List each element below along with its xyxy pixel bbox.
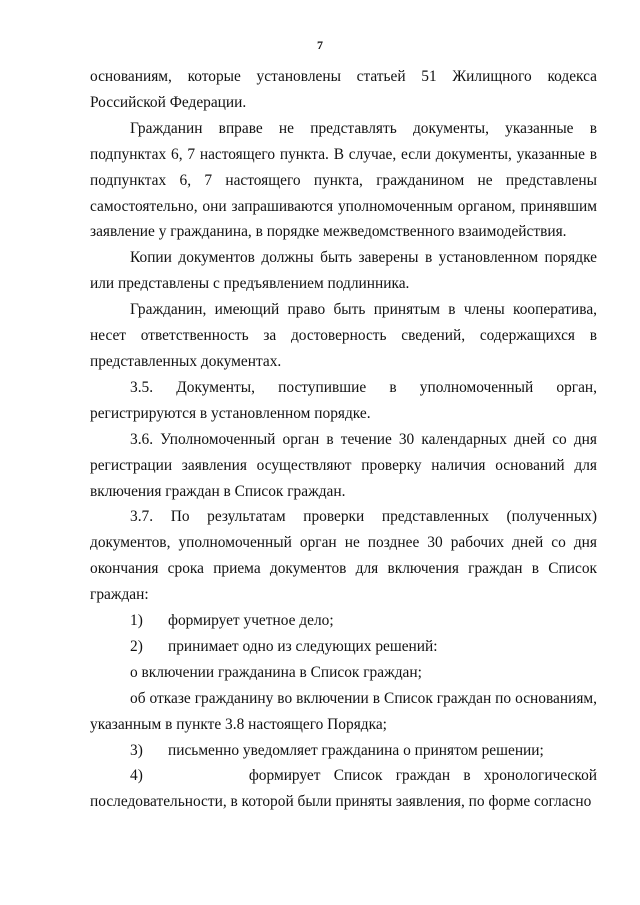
list-item-number: 1) <box>130 612 143 630</box>
list-item-number: 4) <box>130 767 143 785</box>
list-item-text: письменно уведомляет гражданина о принятом решении; <box>168 741 544 759</box>
list-item-text: формирует учетное дело; <box>168 612 334 630</box>
paragraph-3-5: 3.5. Документы, поступившие в уполномоченный орган, регистрируются в установленном порядке. <box>90 378 597 422</box>
list-item-4 <box>90 763 597 815</box>
paragraph-copies: Копии документов должны быть заверены в установленном порядке или представлены с предъявлением подлинника. <box>90 249 597 293</box>
list-item-3 <box>90 738 597 764</box>
paragraph-3-7: 3.7. По результатам проверки представленных (полученных) документов, уполномоченный орган не позднее 30 рабочих дней со дня окончания срока приема документов для включения граждан в Список граждан: <box>90 508 597 604</box>
page-number: 7 <box>317 38 323 52</box>
paragraph-documents-optional: Гражданин вправе не представлять документы, указанные в подпунктах 6, 7 настоящего пункта. В случае, если документы, указанные в подпунктах 6, 7 настоящего пункта, гражданином не представлены самостоятельно, они запрашиваются уполномоченным органом, принявшим заявление у гражданина, в порядке межведомственного взаимодействия. <box>90 119 597 241</box>
list-item-text: формирует Список граждан в хронологической последовательности, в которой были приняты заявления, по форме согласно <box>90 767 598 811</box>
list-item-2 <box>90 634 597 660</box>
decision-refuse: об отказе гражданину во включении в Список граждан по основаниям, указанным в пункте 3.8 настоящего Порядка; <box>90 689 597 733</box>
document-body <box>90 64 597 815</box>
list-item-text: принимает одно из следующих решений: <box>168 637 438 655</box>
paragraph-3-6: 3.6. Уполномоченный орган в течение 30 календарных дней со дня регистрации заявления осуществляют проверку наличия оснований для включения граждан в Список граждан. <box>90 430 597 500</box>
paragraph-continuation: основаниям, которые установлены статьей 51 Жилищного кодекса Российской Федерации. <box>90 68 597 111</box>
paragraph-responsibility: Гражданин, имеющий право быть принятым в члены кооператива, несет ответственность за достоверность сведений, содержащихся в представленных документах. <box>90 301 597 370</box>
list-item-1 <box>90 608 597 634</box>
decision-include: о включении гражданина в Список граждан; <box>130 663 422 681</box>
list-item-number: 2) <box>130 637 143 655</box>
list-item-number: 3) <box>130 741 143 759</box>
